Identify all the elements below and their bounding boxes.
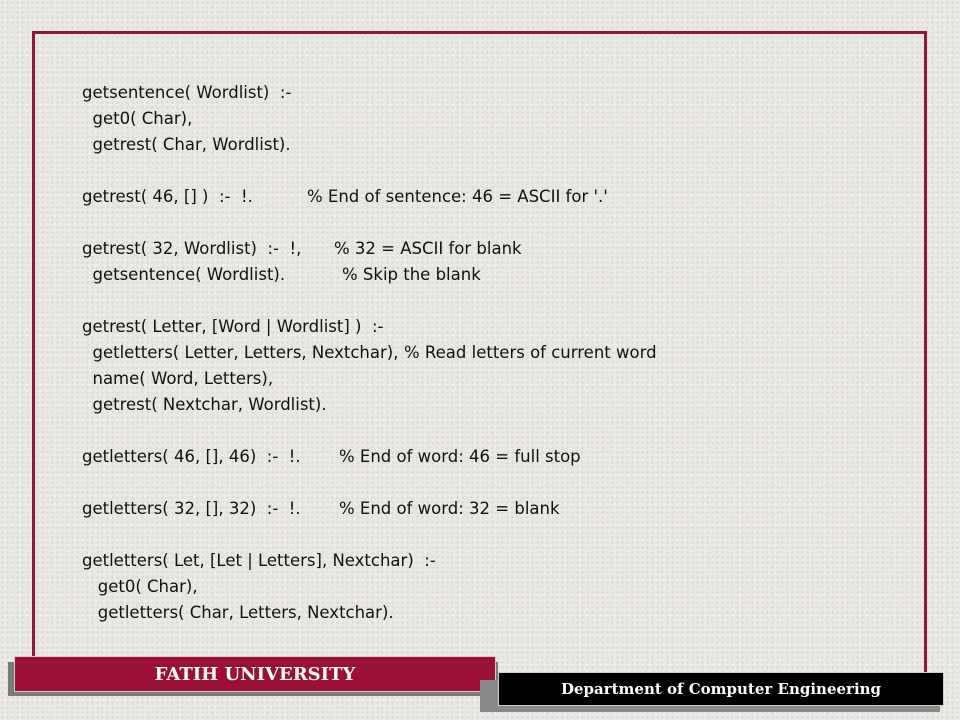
code-line: getrest( Letter, [Word | Wordlist] ) :- — [82, 317, 384, 336]
code-line: getsentence( Wordlist). % Skip the blank — [82, 265, 481, 284]
code-line: getletters( 32, [], 32) :- !. % End of word: 32 = blank — [82, 499, 560, 518]
code-line: getletters( Letter, Letters, Nextchar), % Read letters of current word — [82, 343, 657, 362]
code-line: getrest( Char, Wordlist). — [82, 135, 291, 154]
code-line: get0( Char), — [82, 577, 198, 596]
code-comment: % 32 = ASCII for blank — [334, 239, 522, 258]
department-banner — [498, 672, 944, 706]
university-banner — [14, 656, 496, 692]
code-comment: % Skip the blank — [342, 265, 481, 284]
code-comment: % End of sentence: 46 = ASCII for '.' — [307, 187, 608, 206]
code-line: getsentence( Wordlist) :- — [82, 83, 292, 102]
code-comment: % Read letters of current word — [404, 343, 657, 362]
university-label: FATIH UNIVERSITY — [154, 663, 356, 685]
code-comment: % End of word: 46 = full stop — [339, 447, 581, 466]
code-line: getrest( 32, Wordlist) :- !, % 32 = ASCII for blank — [82, 239, 522, 258]
code-line: getrest( Nextchar, Wordlist). — [82, 395, 327, 414]
code-line: getletters( 46, [], 46) :- !. % End of word: 46 = full stop — [82, 447, 581, 466]
code-line: get0( Char), — [82, 109, 193, 128]
code-line: getrest( 46, [] ) :- !. % End of sentence: 46 = ASCII for '.' — [82, 187, 608, 206]
code-line: name( Word, Letters), — [82, 369, 274, 388]
code-line: getletters( Let, [Let | Letters], Nextchar) :- — [82, 551, 436, 570]
code-line: getletters( Char, Letters, Nextchar). — [82, 603, 394, 622]
department-label: Department of Computer Engineering — [560, 680, 882, 698]
code-comment: % End of word: 32 = blank — [339, 499, 560, 518]
